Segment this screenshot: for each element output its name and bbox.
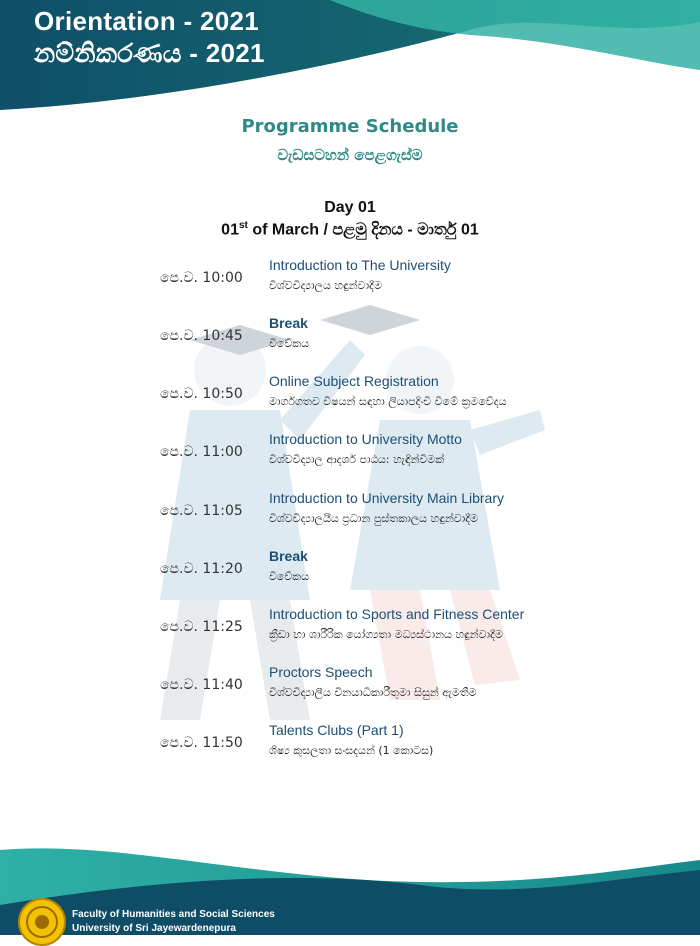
schedule-time: පෙ.ව. 11:05	[160, 503, 243, 519]
schedule-row	[0, 548, 700, 600]
schedule-time: පෙ.ව. 10:50	[160, 386, 243, 402]
schedule-row	[0, 431, 700, 483]
schedule-time: පෙ.ව. 11:50	[160, 735, 243, 751]
schedule-item-en: Break	[269, 548, 308, 564]
university-name: University of Sri Jayewardenepura	[72, 923, 236, 934]
schedule-row	[0, 664, 700, 716]
date-prefix: 01	[221, 221, 239, 239]
schedule-item-si: විවේකය	[269, 570, 310, 583]
schedule-item-si: ශිෂ්‍ය කුසලතා සංසදයන් (1 කොටස)	[269, 744, 434, 757]
schedule-item-si: විශ්වවිද්‍යාල ආදර්ශ පාඨය: හැඳින්වීමක්	[269, 453, 445, 466]
date-suffix: st	[238, 220, 248, 231]
date-label	[0, 220, 700, 239]
schedule-time: පෙ.ව. 11:40	[160, 677, 243, 693]
schedule-time: පෙ.ව. 11:25	[160, 619, 243, 635]
programme-title-si: වැඩසටහන් පෙළගැස්ම	[277, 146, 423, 164]
schedule-item-si: විවේකය	[269, 337, 310, 350]
schedule-item-en: Online Subject Registration	[269, 373, 439, 389]
faculty-name: Faculty of Humanities and Social Sciences	[72, 909, 275, 920]
schedule-row	[0, 315, 700, 367]
date-rest: of March / පළමු දිනය - මාර්තු 01	[247, 221, 479, 239]
schedule-time: පෙ.ව. 10:00	[160, 270, 243, 286]
schedule-time: පෙ.ව. 10:45	[160, 328, 243, 344]
schedule-item-si: විශ්වවිද්‍යාලය හඳුන්වාදීම	[269, 279, 382, 292]
schedule-time: පෙ.ව. 11:00	[160, 444, 243, 460]
schedule-row	[0, 373, 700, 425]
schedule-item-si: විශ්වවිද්‍යාලයීය ප්‍රධාන පුස්තකාලය හඳුන්වාදීම	[269, 512, 479, 525]
schedule-item-en: Talents Clubs (Part 1)	[269, 722, 404, 738]
schedule-item-si: විශ්වවිද්‍යාලීය විනයාධිකාරීතුමා සිසුන් ඇමතීම	[269, 686, 477, 699]
schedule-item-en: Introduction to Sports and Fitness Center	[269, 606, 525, 622]
schedule-row	[0, 490, 700, 542]
day-label: Day 01	[324, 199, 376, 216]
schedule-row	[0, 722, 700, 774]
schedule-item-en: Break	[269, 315, 308, 331]
schedule-time: පෙ.ව. 11:20	[160, 561, 243, 577]
header-title-en: Orientation - 2021	[34, 6, 260, 36]
schedule-item-si: ක්‍රීඩා හා ශාරීරික යෝග්‍යතා මධ්‍යස්ථානය හඳුන්වාදීම	[269, 628, 503, 641]
schedule-item-en: Introduction to University Motto	[269, 431, 462, 447]
schedule-item-si: මාර්ගගතව විෂයන් සඳහා ලියාපදිංචි වීමේ ක්‍රමවේදය	[269, 395, 507, 408]
schedule-row	[0, 257, 700, 309]
university-logo	[18, 898, 66, 946]
schedule-row	[0, 606, 700, 658]
schedule-item-en: Proctors Speech	[269, 664, 373, 680]
programme-title: Programme Schedule	[241, 116, 459, 137]
schedule-item-en: Introduction to University Main Library	[269, 490, 504, 506]
header-title-si: නම්නිකරණය - 2021	[34, 38, 265, 68]
schedule-item-en: Introduction to The University	[269, 257, 451, 273]
